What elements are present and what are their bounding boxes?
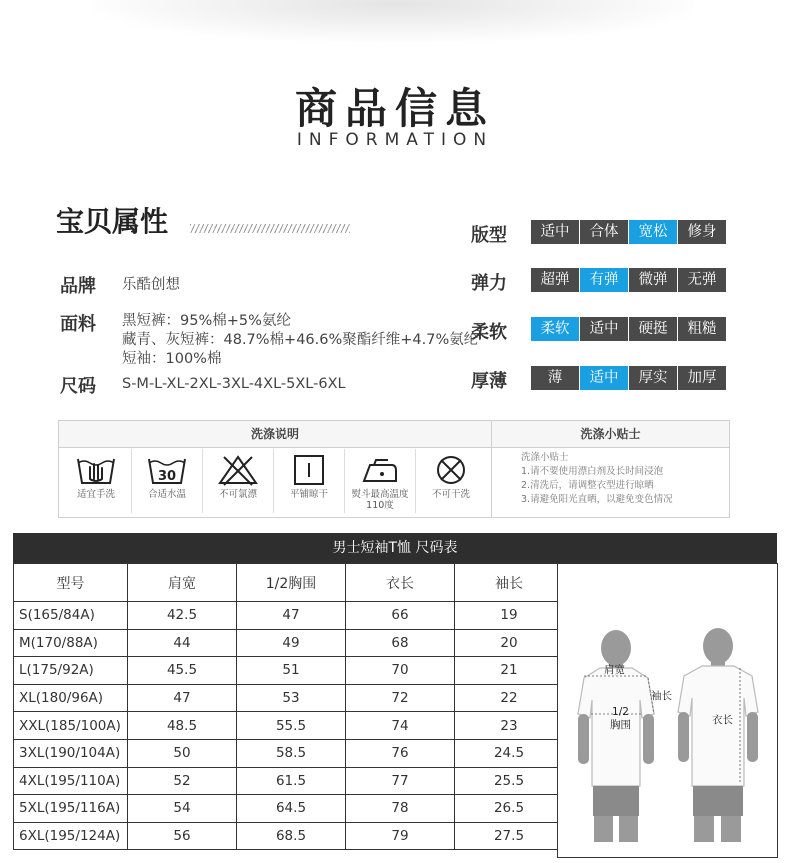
col-header: 肩宽 — [128, 564, 237, 602]
rating-label: 柔软 — [471, 322, 507, 343]
measure-cell: 58.5 — [237, 739, 346, 767]
tshirt-model-illustration — [558, 564, 777, 857]
col-header: 袖长 — [455, 564, 564, 602]
rating-chip-selected: 适中 — [580, 366, 628, 390]
wash-label: 平铺晾干 — [289, 489, 328, 500]
wash-item-dryclean — [416, 449, 486, 513]
table-row — [14, 795, 564, 823]
measure-cell: 74 — [346, 712, 455, 740]
wash-label: 不可干洗 — [431, 489, 470, 500]
size-figure — [557, 563, 778, 858]
label-chest-bottom: 胸围 — [610, 719, 631, 731]
title-hatch-decoration — [190, 224, 350, 233]
measure-cell: 21 — [455, 657, 564, 685]
wash-item-hand — [61, 449, 132, 513]
rating-chip-selected: 宽松 — [629, 220, 677, 244]
rating-chip: 无弹 — [678, 268, 726, 292]
label-shoulder: 肩宽 — [604, 664, 625, 676]
rating-chip: 适中 — [580, 317, 628, 341]
measure-cell: 68 — [346, 629, 455, 657]
size-cell: 3XL(190/104A) — [14, 739, 128, 767]
wash-label: 合适水温 — [147, 489, 186, 500]
no-dry-clean-icon — [429, 453, 473, 487]
measure-cell: 47 — [237, 602, 346, 630]
measure-cell: 44 — [128, 629, 237, 657]
col-header: 1/2胸围 — [237, 564, 346, 602]
col-header: 衣长 — [346, 564, 455, 602]
table-row — [14, 629, 564, 657]
rating-label: 厚薄 — [471, 371, 507, 392]
measure-cell: 77 — [346, 767, 455, 795]
measure-cell: 55.5 — [237, 712, 346, 740]
rating-options — [531, 220, 727, 244]
measure-cell: 47 — [128, 684, 237, 712]
fabric-value — [122, 312, 478, 369]
table-row — [14, 684, 564, 712]
measure-cell: 51 — [237, 657, 346, 685]
measure-cell: 66 — [346, 602, 455, 630]
fabric-line: 藏青、灰短裤：48.7%棉+46.6%聚酯纤维+4.7%氨纶 — [122, 332, 479, 348]
measure-cell: 79 — [346, 822, 455, 850]
hand-wash-icon — [74, 453, 118, 487]
size-cell: XXL(185/100A) — [14, 712, 128, 740]
measure-cell: 45.5 — [128, 657, 237, 685]
measure-cell: 53 — [237, 684, 346, 712]
table-row — [14, 602, 564, 630]
measure-cell: 61.5 — [237, 767, 346, 795]
measure-cell: 52 — [128, 767, 237, 795]
washing-divider — [491, 421, 492, 517]
washing-tips — [521, 451, 721, 507]
measure-cell: 22 — [455, 684, 564, 712]
brand-value: 乐酷创想 — [122, 277, 180, 293]
rating-chip: 粗糙 — [678, 317, 726, 341]
rating-label: 弹力 — [471, 273, 507, 294]
size-table — [13, 563, 564, 850]
size-cell: XL(180/96A) — [14, 684, 128, 712]
dry-flat-icon — [287, 453, 331, 487]
size-cell: 6XL(195/124A) — [14, 822, 128, 850]
size-value: S-M-L-XL-2XL-3XL-4XL-5XL-6XL — [122, 376, 346, 392]
label-length: 衣长 — [712, 714, 733, 726]
measure-cell: 72 — [346, 684, 455, 712]
rating-options — [531, 317, 727, 341]
no-bleach-icon — [216, 453, 260, 487]
size-cell: L(175/92A) — [14, 657, 128, 685]
measure-cell: 68.5 — [237, 822, 346, 850]
label-chest — [610, 706, 631, 732]
rating-chip-selected: 有弹 — [580, 268, 628, 292]
rating-chip: 厚实 — [629, 366, 677, 390]
rating-chip: 硬挺 — [629, 317, 677, 341]
wash-item-dry — [274, 449, 345, 513]
label-sleeve: 袖长 — [651, 690, 672, 702]
measure-cell: 76 — [346, 739, 455, 767]
measure-cell: 78 — [346, 795, 455, 823]
rating-chip: 修身 — [678, 220, 726, 244]
measure-cell: 27.5 — [455, 822, 564, 850]
measure-cell: 23 — [455, 712, 564, 740]
fabric-line: 短袖：100%棉 — [122, 351, 222, 367]
iron-icon — [358, 453, 402, 487]
rating-chip-selected: 柔软 — [531, 317, 579, 341]
table-row — [14, 657, 564, 685]
rating-chip: 微弹 — [629, 268, 677, 292]
size-cell: M(170/88A) — [14, 629, 128, 657]
measure-cell: 50 — [128, 739, 237, 767]
rating-chip: 薄 — [531, 366, 579, 390]
measure-cell: 19 — [455, 602, 564, 630]
wash-item-bleach — [203, 449, 274, 513]
page-title: 商品信息 — [294, 84, 495, 133]
washing-instructions — [58, 420, 730, 518]
rating-options — [531, 366, 727, 390]
table-row — [14, 767, 564, 795]
measure-cell: 64.5 — [237, 795, 346, 823]
rating-chip: 超弹 — [531, 268, 579, 292]
top-shadow — [95, 0, 695, 42]
tip-line: 2.清洗后，请调整衣型进行晾晒 — [521, 480, 654, 491]
rating-chip: 加厚 — [678, 366, 726, 390]
rating-label: 版型 — [471, 225, 507, 246]
rating-chip: 合体 — [580, 220, 628, 244]
wash-label: 熨斗最高温度110度 — [351, 489, 409, 511]
size-label: 尺码 — [60, 376, 96, 397]
measure-cell: 42.5 — [128, 602, 237, 630]
measure-cell: 24.5 — [455, 739, 564, 767]
wash-label: 不可氯漂 — [218, 489, 257, 500]
rating-chip: 适中 — [531, 220, 579, 244]
wash-item-iron — [345, 449, 416, 513]
measure-cell: 56 — [128, 822, 237, 850]
fabric-label: 面料 — [60, 314, 96, 335]
measure-cell: 70 — [346, 657, 455, 685]
measure-cell: 26.5 — [455, 795, 564, 823]
wash-temp-text: 30 — [157, 469, 177, 484]
size-cell: 4XL(195/110A) — [14, 767, 128, 795]
washing-title: 洗涤说明 — [59, 421, 491, 448]
attributes-title: 宝贝属性 — [56, 205, 169, 238]
tip-line: 3.请避免阳光直晒，以避免变色情况 — [521, 494, 673, 505]
table-row — [14, 822, 564, 850]
table-row — [14, 712, 564, 740]
measure-cell: 48.5 — [128, 712, 237, 740]
tip-line: 1.请不要使用漂白剂及长时间浸泡 — [521, 466, 664, 477]
page-subtitle: INFORMATION — [296, 130, 494, 150]
wash-label: 适宜手洗 — [76, 489, 115, 500]
wash-item-temp — [132, 449, 203, 513]
measure-cell: 25.5 — [455, 767, 564, 795]
table-row — [14, 739, 564, 767]
brand-label: 品牌 — [60, 276, 96, 297]
tips-header: 洗涤小贴士 — [521, 452, 569, 463]
size-table-header — [14, 564, 564, 602]
label-chest-top: 1/2 — [612, 706, 629, 718]
rating-options — [531, 268, 727, 292]
size-cell: S(165/84A) — [14, 602, 128, 630]
col-header: 型号 — [14, 564, 128, 602]
measure-cell: 20 — [455, 629, 564, 657]
size-chart-title: 男士短袖T恤 尺码表 — [13, 533, 777, 563]
size-cell: 5XL(195/116A) — [14, 795, 128, 823]
measure-cell: 49 — [237, 629, 346, 657]
washing-tips-title: 洗涤小贴士 — [492, 421, 729, 448]
fabric-line: 黑短裤：95%棉+5%氨纶 — [122, 313, 291, 329]
measure-cell: 54 — [128, 795, 237, 823]
wash-30-icon — [145, 453, 189, 487]
